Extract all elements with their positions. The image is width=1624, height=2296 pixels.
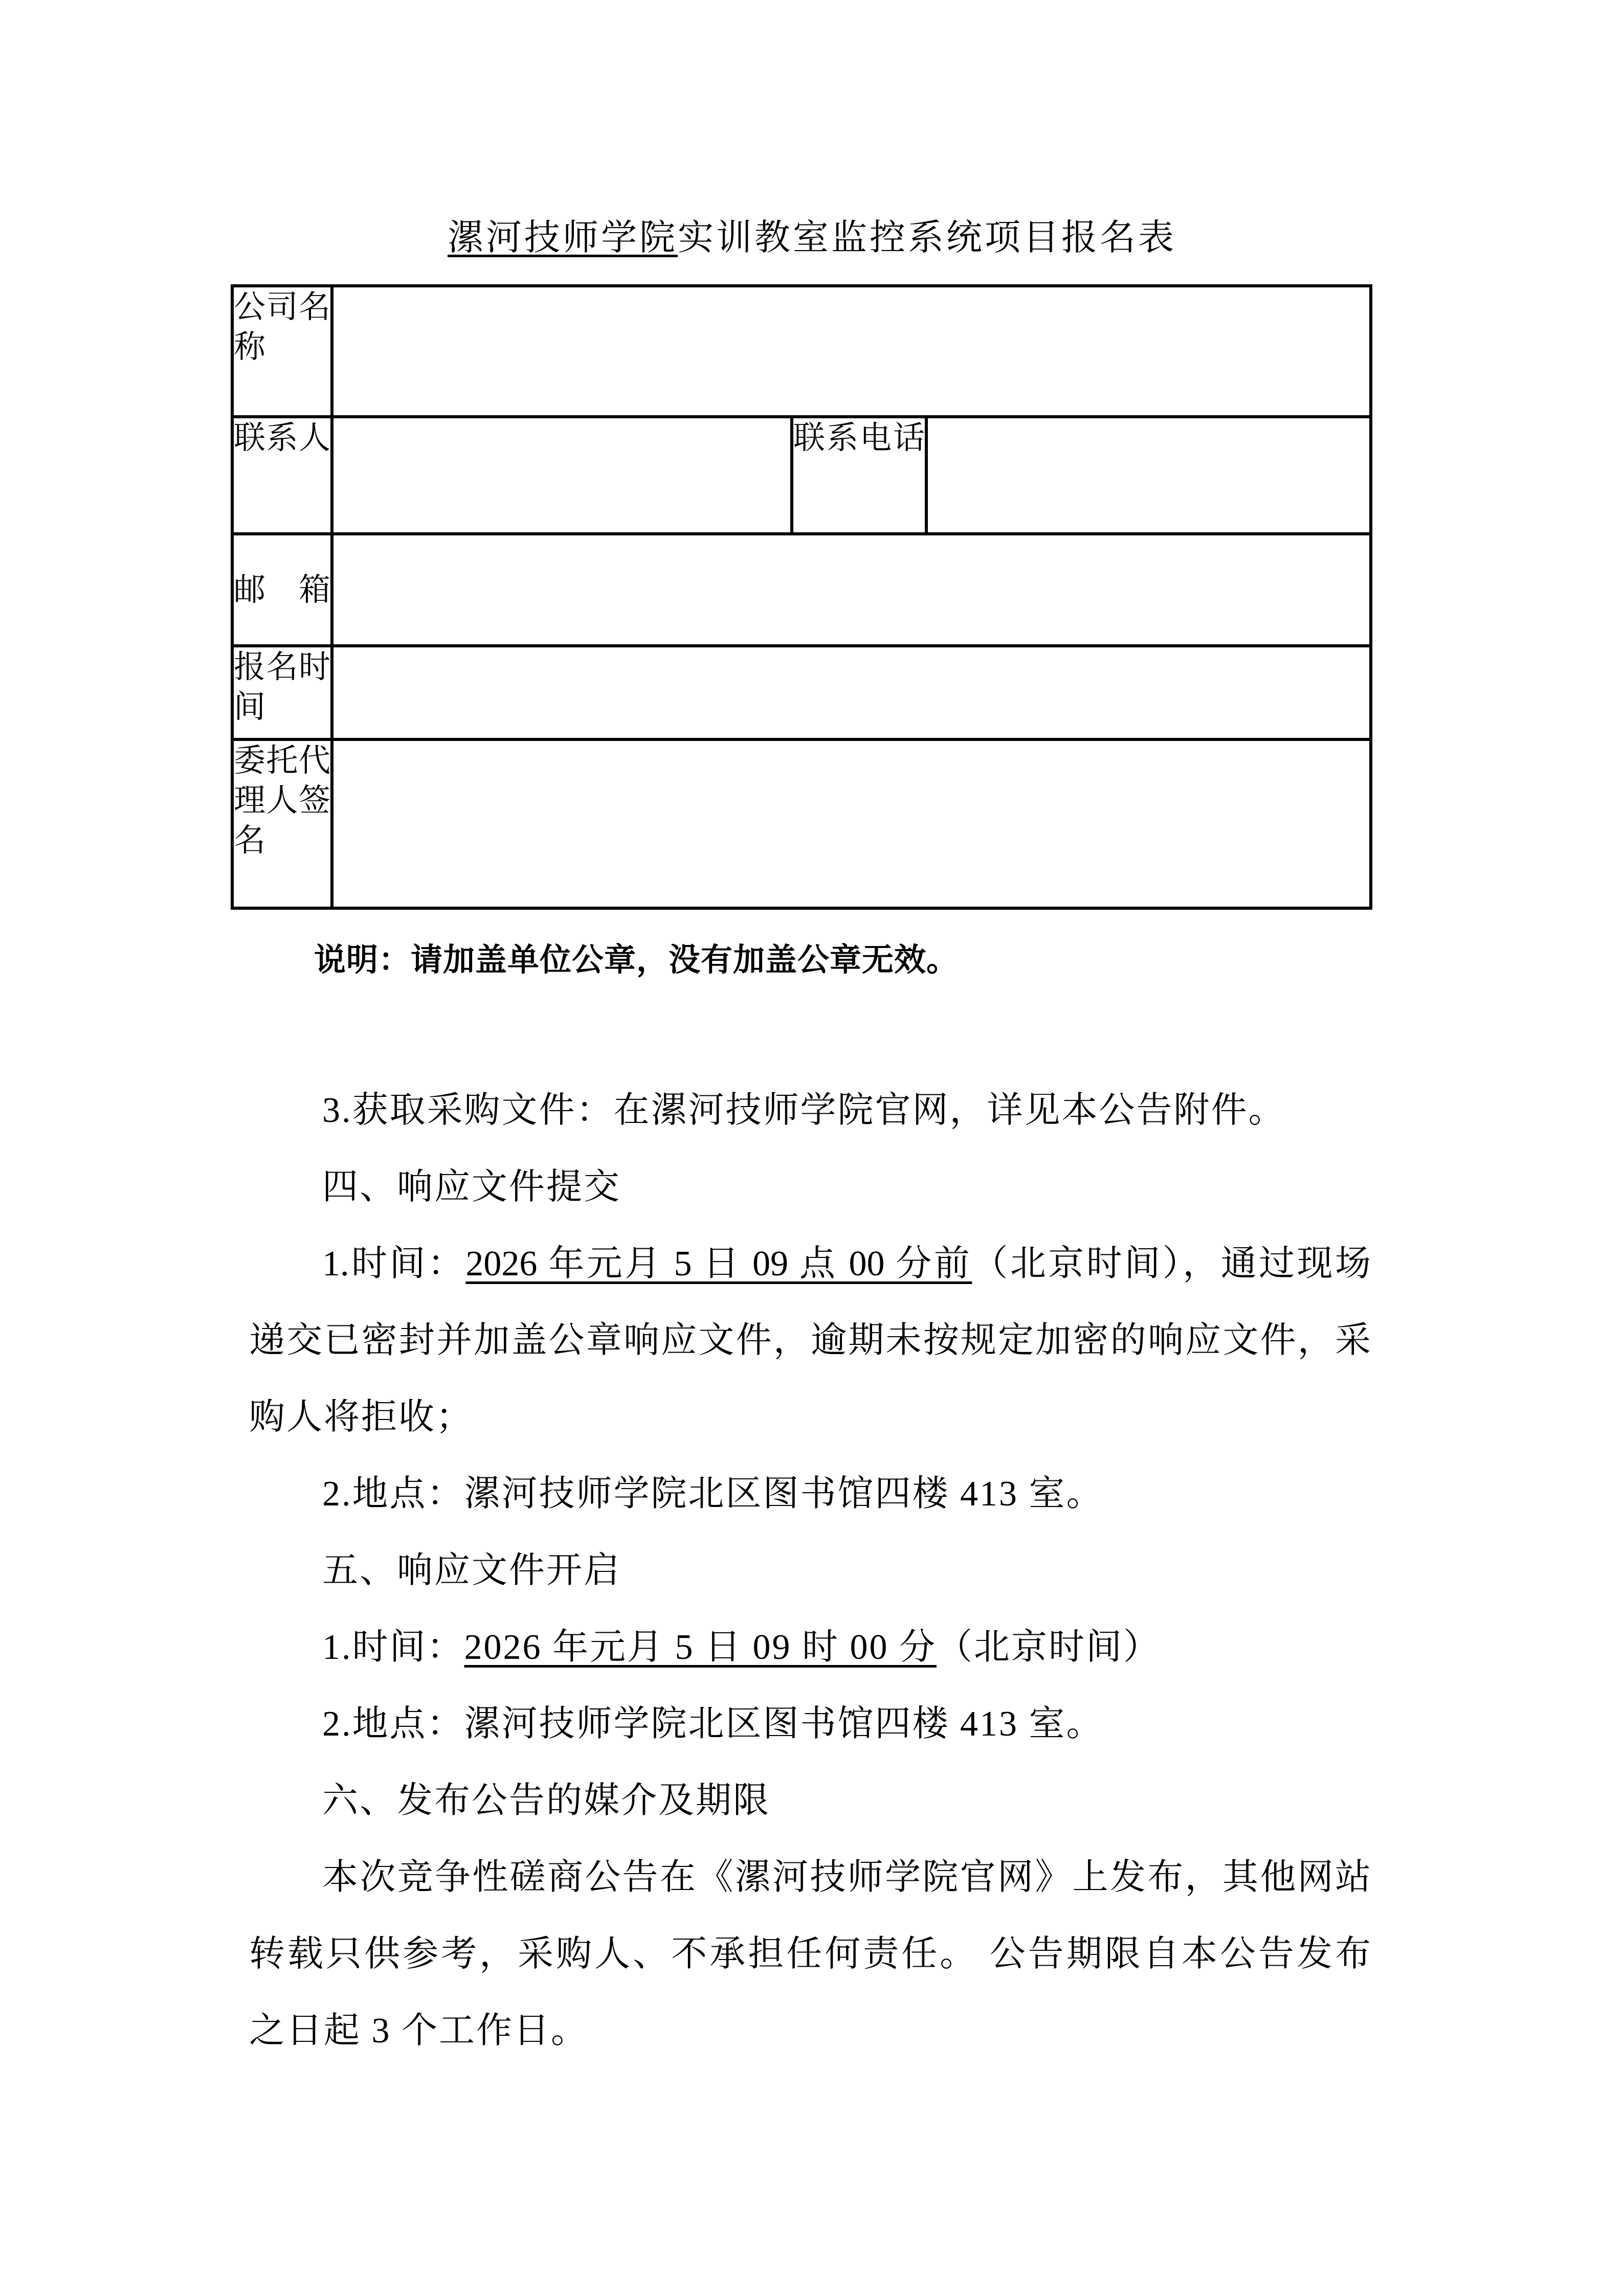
body-line [249, 1609, 1371, 1686]
text-run: 四、响应文件提交 [322, 1167, 621, 1207]
document-title [0, 211, 1624, 266]
contact-person-label-cell: 联系人 [232, 417, 332, 534]
company-name-label-cell: 公司名称 [232, 286, 332, 417]
body-line [249, 1456, 1371, 1533]
text-run: 递交已密封并加盖公章响应文件，逾期未按规定加密的响应文件，采 [249, 1321, 1371, 1360]
body-line [249, 1993, 1371, 2069]
underlined-text: 2026 年元月 5 日 09 点 00 分前 [465, 1244, 972, 1284]
seal-note: 说明：请加盖单位公章，没有加盖公章无效。 [314, 943, 959, 978]
table-row [232, 739, 1371, 908]
table-row [232, 534, 1371, 646]
body-line [249, 1149, 1371, 1226]
body-line [249, 1226, 1371, 1302]
text-run: 3.获取采购文件：在漯河技师学院官网，详见本公告附件。 [322, 1091, 1286, 1130]
underlined-text: 2026 年元月 5 日 09 时 00 分 [464, 1628, 937, 1667]
text-run: 实训教室监控系统项目报名表 [678, 218, 1176, 258]
agent-signature-label-cell: 委托代理人签名 [232, 739, 332, 908]
text-run: 六、发布公告的媒介及期限 [322, 1781, 770, 1820]
text-run: 五、响应文件开启 [322, 1551, 621, 1590]
body-line [249, 1686, 1371, 1763]
text-run: 之日起 3 个工作日。 [249, 2011, 588, 2051]
contact-phone-label-cell: 联系电话 [792, 417, 926, 534]
text-run: 2.地点：漯河技师学院北区图书馆四楼 413 室。 [322, 1704, 1104, 1744]
body-line [249, 1839, 1371, 1916]
text-run: 购人将拒收； [249, 1398, 473, 1437]
text-run: （北京时间） [937, 1628, 1161, 1667]
text-run: 本次竞争性磋商公告在《漯河技师学院官网》上发布，其他网站 [322, 1858, 1371, 1897]
agent-signature-value-cell [332, 739, 1371, 908]
body-line [249, 1533, 1371, 1609]
body-line [249, 1916, 1371, 1993]
table-row [232, 417, 1371, 534]
contact-person-value-cell [332, 417, 792, 534]
text-run: 2.地点：漯河技师学院北区图书馆四楼 413 室。 [322, 1474, 1104, 1514]
text-run: 1.时间： [322, 1244, 466, 1284]
registration-time-label-cell: 报名时间 [232, 646, 332, 739]
contact-phone-value-cell [926, 417, 1371, 534]
text-run: （北京时间），通过现场 [972, 1244, 1371, 1284]
text-run: 转载只供参考，采购人、不承担任何责任。 公告期限自本公告发布 [249, 1934, 1371, 1974]
company-name-value-cell [332, 286, 1371, 417]
body-line [249, 1302, 1371, 1379]
text-run: 1.时间： [322, 1628, 464, 1667]
table-row [232, 286, 1371, 417]
body-line [249, 1072, 1371, 1149]
underlined-text: 漯河技师学院 [448, 218, 678, 258]
body-line [249, 1379, 1371, 1456]
body-line [249, 1763, 1371, 1839]
email-label-cell: 邮箱 [232, 534, 332, 646]
registration-table [231, 284, 1372, 910]
announcement-body [249, 1072, 1371, 2069]
registration-time-value-cell [332, 646, 1371, 739]
email-value-cell [332, 534, 1371, 646]
table-row [232, 646, 1371, 739]
